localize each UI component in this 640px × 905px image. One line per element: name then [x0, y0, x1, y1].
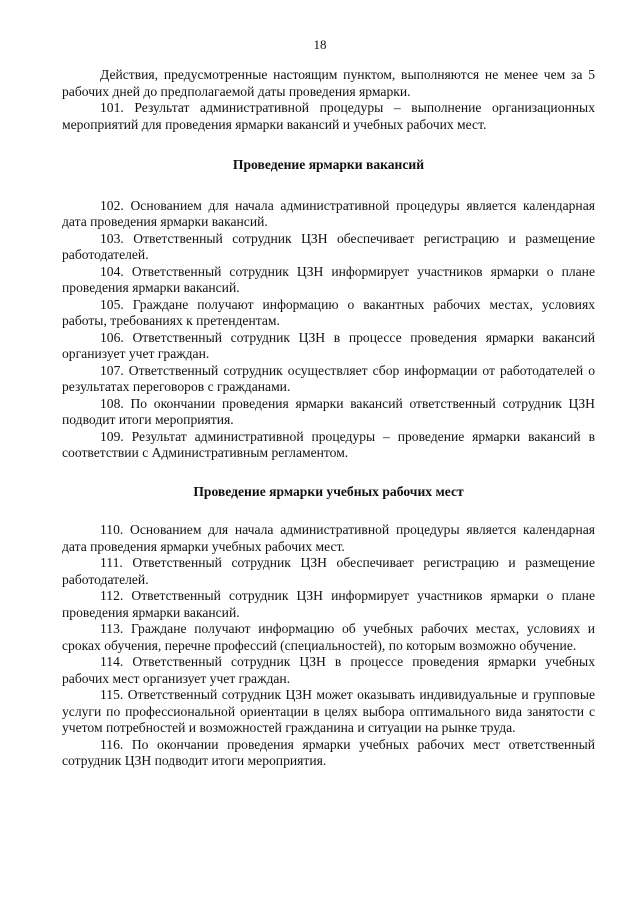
paragraph-102: 102. Основанием для начала административной процедуры является календарная дата проведения ярмарки вакансий.: [62, 197, 595, 229]
paragraph-115: 115. Ответственный сотрудник ЦЗН может оказывать индивидуальные и групповые услуги по профессиональной ориентации в целях выбора оптимального вида занятости с учетом потребностей и возможностей гражданина и ситуации на рынке труда.: [62, 687, 595, 735]
section-title-training-fair: Проведение ярмарки учебных рабочих мест: [193, 483, 464, 499]
paragraph-109: 109. Результат административной процедуры – проведение ярмарки вакансий в соответствии с Административным регламентом.: [62, 428, 595, 460]
paragraph-100-continuation: Действия, предусмотренные настоящим пунктом, выполняются не менее чем за 5 рабочих дней до предполагаемой даты проведения ярмарки.: [62, 67, 595, 99]
paragraph-108: 108. По окончании проведения ярмарки вакансий ответственный сотрудник ЦЗН подводит итоги мероприятия.: [62, 395, 595, 427]
paragraph-111: 111. Ответственный сотрудник ЦЗН обеспечивает регистрацию и размещение работодателей.: [62, 555, 595, 587]
paragraph-105: 105. Граждане получают информацию о вакантных рабочих местах, условиях работы, требованиях к претендентам.: [62, 296, 595, 328]
paragraph-110: 110. Основанием для начала административной процедуры является календарная дата проведения ярмарки учебных рабочих мест.: [62, 522, 595, 554]
paragraph-103: 103. Ответственный сотрудник ЦЗН обеспечивает регистрацию и размещение работодателей.: [62, 230, 595, 262]
paragraph-106: 106. Ответственный сотрудник ЦЗН в процессе проведения ярмарки вакансий организует учет граждан.: [62, 329, 595, 361]
paragraph-104: 104. Ответственный сотрудник ЦЗН информирует участников ярмарки о плане проведения ярмарки вакансий.: [62, 263, 595, 295]
paragraph-114: 114. Ответственный сотрудник ЦЗН в процессе проведения ярмарки учебных рабочих мест организует учет граждан.: [62, 654, 595, 686]
document-body: [62, 67, 595, 770]
paragraph-113: 113. Граждане получают информацию об учебных рабочих местах, условиях и сроках обучения, перечне профессий (специальностей), по которым возможно обучение.: [62, 621, 595, 653]
section-title-job-fair: Проведение ярмарки вакансий: [232, 157, 425, 172]
page-number: 18: [313, 37, 327, 52]
paragraph-107: 107. Ответственный сотрудник осуществляет сбор информации от работодателей о результатах переговоров с гражданами.: [62, 362, 595, 394]
paragraph-112: 112. Ответственный сотрудник ЦЗН информирует участников ярмарки о плане проведения ярмарки вакансий.: [62, 588, 595, 620]
paragraph-101: 101. Результат административной процедуры – выполнение организационных мероприятий для проведения ярмарки вакансий и учебных рабочих мест.: [62, 100, 595, 132]
paragraph-116: 116. По окончании проведения ярмарки учебных рабочих мест ответственный сотрудник ЦЗН подводит итоги мероприятия.: [62, 736, 595, 768]
